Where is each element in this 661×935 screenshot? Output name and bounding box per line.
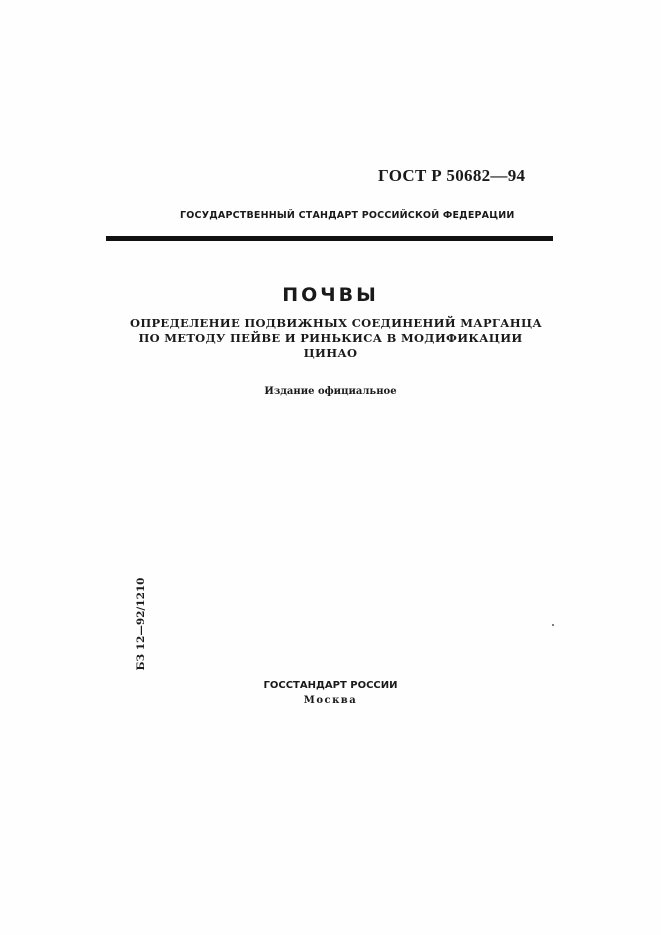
subtitle-line: ПО МЕТОДУ ПЕЙВЕ И РИНЬКИСА В МОДИФИКАЦИИ (138, 331, 523, 345)
subtitle-line: ЦИНАО (303, 346, 358, 360)
publisher-name: ГОССТАНДАРТ РОССИИ (263, 680, 398, 691)
gost-number: ГОСТ Р 50682—94 (378, 166, 526, 185)
document-title: ПОЧВЫ (282, 284, 379, 306)
state-standard-heading: ГОСУДАРСТВЕННЫЙ СТАНДАРТ РОССИЙСКОЙ ФЕДЕРАЦИИ (180, 210, 515, 221)
document-subtitle (130, 316, 543, 361)
subtitle-line: ОПРЕДЕЛЕНИЕ ПОДВИЖНЫХ СОЕДИНЕНИЙ МАРГАНЦА (130, 316, 543, 330)
publisher-city: Москва (303, 695, 358, 706)
header-rule (106, 236, 553, 241)
edition-note: Издание официальное (264, 386, 397, 397)
scan-speck (552, 624, 554, 626)
side-registration-code: БЗ 12—92/1210 (135, 577, 147, 671)
